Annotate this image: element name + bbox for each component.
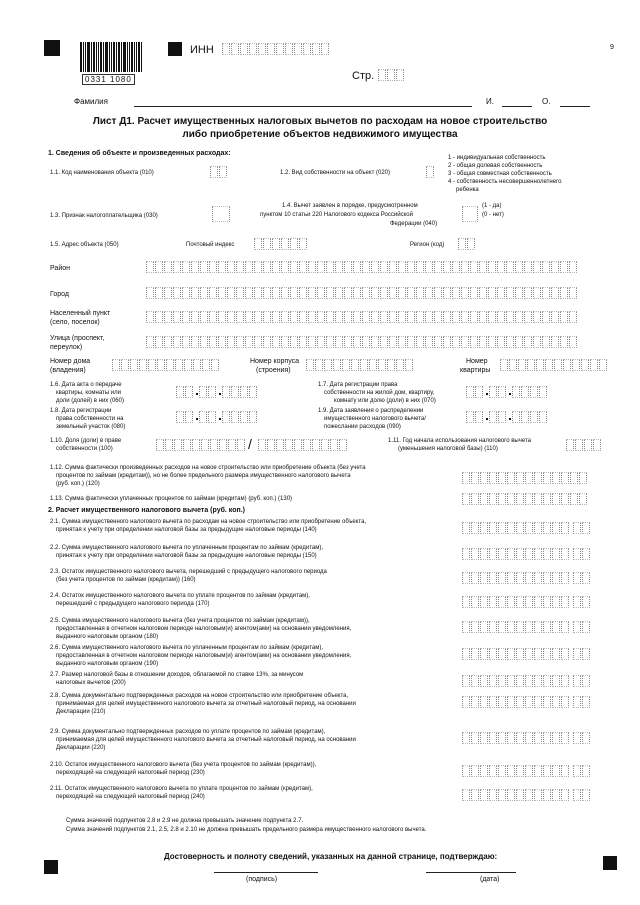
ownership-option-2: 2 - общая долевая собственность <box>448 163 543 169</box>
date-field[interactable] <box>426 872 516 873</box>
street-label-line2: переулок) <box>50 344 83 351</box>
field-1-10-line1: 1.10. Доля (доли) в праве <box>50 438 122 444</box>
inn-cells[interactable] <box>222 43 330 55</box>
inn-label: ИНН <box>190 44 214 56</box>
signature-caption: (подпись) <box>246 876 278 883</box>
field-1-8-sep-2 <box>219 418 221 420</box>
section2-item-9-line2: принимаемая для целей имущественного налогового вычета за отчетный налоговый период, на основании <box>56 737 356 743</box>
field-1-12-line3: (руб. коп.) (120) <box>56 481 100 487</box>
postal-index-label: Почтовый индекс <box>186 242 235 248</box>
field-1-1-label: 1.1. Код наименования объекта (010) <box>50 170 154 176</box>
city-cells[interactable] <box>146 287 578 299</box>
date-caption: (дата) <box>480 876 500 883</box>
field-1-4-cells[interactable] <box>462 206 479 222</box>
section2-item-7-line1: 2.7. Размер налоговой базы в отношении доходов, облагаемой по ставке 13%, за минусом <box>50 672 304 678</box>
field-1-12-cells[interactable] <box>462 472 588 484</box>
field-1-6-line2: квартиры, комнаты или <box>56 390 121 396</box>
settlement-label-line2: (село, поселок) <box>50 319 100 326</box>
field-1-10-line2: собственности (100) <box>56 446 113 452</box>
settlement-label-line1: Населенный пункт <box>50 310 111 317</box>
field-1-7-date[interactable] <box>466 386 548 398</box>
section2-item-9-line1: 2.9. Сумма документально подтвержденных расходов по уплате процентов по займам (кредитам), <box>50 729 326 735</box>
section2-item-9-cells[interactable] <box>462 732 591 744</box>
section2-item-4-line2: перешедший с предыдущего налогового периода (170) <box>56 601 210 607</box>
field-1-10-denominator[interactable] <box>258 439 348 451</box>
house-cells[interactable] <box>112 359 220 371</box>
ownership-option-4-cont: ребенка <box>456 187 479 193</box>
ownership-option-1: 1 - индивидуальная собственность <box>448 155 546 161</box>
page-label: Стр. <box>352 70 375 82</box>
corner-marker-top-right <box>168 42 182 56</box>
section2-item-8-line3: Декларации (210) <box>56 709 106 715</box>
field-1-13-label: 1.13. Сумма фактически уплаченных процентов по займам (кредитам) (руб. коп.) (130) <box>50 496 293 502</box>
name-initial-field[interactable] <box>502 106 532 107</box>
signature-field[interactable] <box>214 872 318 873</box>
apartment-cells[interactable] <box>500 359 608 371</box>
field-1-11-line1: 1.11. Год начала использования налогового вычета <box>388 438 532 444</box>
field-1-9-sep-1 <box>486 418 488 420</box>
field-1-4-line1: 1.4. Вычет заявлен в порядке, предусмотренном <box>282 203 418 209</box>
section2-heading: 2. Расчет имущественного налогового вычета (руб. коп.) <box>48 507 245 514</box>
house-label-line1: Номер дома <box>50 358 91 365</box>
section2-item-2-line1: 2.2. Сумма имущественного налогового вычета по уплаченным процентам по займам (кредитам), <box>50 545 324 551</box>
field-1-6-line3: доли (долей) в них (060) <box>56 398 124 404</box>
field-1-12-line1: 1.12. Сумма фактически произведенных расходов на новое строительство или приобретение объекта (без учета <box>50 465 366 471</box>
field-1-2-label: 1.2. Вид собственности на объект (020) <box>280 170 390 176</box>
section2-item-6-line1: 2.6. Сумма имущественного налогового вычета по уплаченным процентам по займам (кредитам), <box>50 645 324 651</box>
house-label-line2: (владения) <box>50 367 86 374</box>
field-1-11-cells[interactable] <box>566 439 602 451</box>
settlement-cells[interactable] <box>146 311 578 323</box>
corner-marker-top-left <box>44 40 60 56</box>
field-1-6-sep-1 <box>196 393 198 395</box>
section2-item-5-cells[interactable] <box>462 621 591 633</box>
field-1-4-line2: пунктом 10 статьи 220 Налогового кодекса Российской <box>260 212 413 218</box>
page-title-line2: либо приобретение объектов недвижимого имущества <box>182 129 458 140</box>
fraction-slash: / <box>248 436 252 452</box>
district-cells[interactable] <box>146 261 578 273</box>
field-1-13-cells[interactable] <box>462 493 588 505</box>
no-option: (0 - нет) <box>482 212 504 218</box>
field-1-7-line2: собственности на жилой дом, квартиру, <box>324 390 435 396</box>
section2-item-6-cells[interactable] <box>462 648 591 660</box>
field-1-7-sep-2 <box>509 393 511 395</box>
section2-item-4-cells[interactable] <box>462 596 591 608</box>
field-1-7-line3: комнату или долю (доли) в них (070) <box>334 398 436 404</box>
field-1-7-sep-1 <box>486 393 488 395</box>
note-1: Сумма значений подпунктов 2.8 и 2.9 не должна превышать значение подпункта 2.7. <box>66 818 304 824</box>
section2-item-11-cells[interactable] <box>462 789 591 801</box>
surname-field[interactable] <box>134 106 472 107</box>
section2-item-10-cells[interactable] <box>462 765 591 777</box>
field-1-9-date[interactable] <box>466 411 548 423</box>
section2-item-1-line1: 2.1. Сумма имущественного налогового вычета по расходам на новое строительство или приобретение объекта, <box>50 519 367 525</box>
field-1-12-line2: процентов по займам (кредитам)), но не более предельного размера имущественного налогового вычета <box>56 473 351 479</box>
section2-item-5-line1: 2.5. Сумма имущественного налогового вычета (без учета процентов по займам (кредитам)), <box>50 618 310 624</box>
field-1-6-sep-2 <box>219 393 221 395</box>
field-1-1-cells[interactable] <box>210 166 228 178</box>
patronymic-initial-label: О. <box>542 97 551 106</box>
field-1-9-line2: имущественного налогового вычета/ <box>324 416 426 422</box>
page-number: 9 <box>610 44 614 51</box>
field-1-8-sep-1 <box>196 418 198 420</box>
field-1-11-line2: (уменьшения налоговой базы) (110) <box>398 446 498 452</box>
postal-index-cells[interactable] <box>254 238 308 250</box>
note-2: Сумма значений подпунктов 2.1, 2.5, 2.8 и 2.10 не должна превышать предельного размера имущественного налогового вычета. <box>66 827 427 833</box>
section2-item-9-line3: Декларации (220) <box>56 745 106 751</box>
field-1-5-label: 1.5. Адрес объекта (050) <box>50 242 119 248</box>
ownership-option-3: 3 - общая совместная собственность <box>448 171 552 177</box>
section2-item-1-line2: принятая к учету при определении налоговой базы за предыдущие налоговые периоды (140) <box>56 527 317 533</box>
section2-item-5-line2: предоставленная в отчетном налоговом периоде налоговым(и) агентом(ами) на основании уведомления, <box>56 626 352 632</box>
page-cells[interactable] <box>378 69 405 81</box>
field-1-8-line1: 1.8. Дата регистрации <box>50 408 112 414</box>
apartment-label-line2: квартиры <box>460 367 491 374</box>
field-1-3-label: 1.3. Признак налогоплательщика (030) <box>50 213 158 219</box>
field-1-9-line3: пожеслании расходов (090) <box>324 424 401 430</box>
section2-item-5-line3: выданного налоговым органом (180) <box>56 634 159 640</box>
section2-item-11-line1: 2.11. Остаток имущественного налогового вычета по уплате процентов по займам (кредитам), <box>50 786 313 792</box>
section2-item-3-line1: 2.3. Остаток имущественного налогового вычета, перешедший с предыдущего налогового периода <box>50 569 327 575</box>
building-label-line1: Номер корпуса <box>250 358 300 365</box>
barcode-number: 0331 1080 <box>82 74 135 85</box>
section2-item-1-cells[interactable] <box>462 522 591 534</box>
field-1-8-line3: земельный участок (080) <box>56 424 126 430</box>
section1-heading: 1. Сведения об объекте и произведенных расходах: <box>48 150 231 157</box>
page-title-line1: Лист Д1. Расчет имущественных налоговых вычетов по расходам на новое строительство <box>92 116 548 127</box>
section2-item-6-line3: выданного налоговым органом (190) <box>56 661 159 667</box>
yes-option: (1 - да) <box>482 203 502 209</box>
apartment-label-line1: Номер <box>466 358 488 365</box>
field-1-9-sep-2 <box>509 418 511 420</box>
region-label: Регион (код) <box>410 242 445 248</box>
section2-item-10-line1: 2.10. Остаток имущественного налогового вычета (без учета процентов по займам (кредитам)), <box>50 762 317 768</box>
field-1-2-cells[interactable] <box>426 166 435 178</box>
street-label-line1: Улица (проспект, <box>50 335 105 342</box>
section2-item-8-line1: 2.8. Сумма документально подтвержденных расходов на новое строительство или приобретение объекта, <box>50 693 349 699</box>
section2-item-3-cells[interactable] <box>462 572 591 584</box>
section2-item-2-line2: принятая к учету при определении налоговой базы за предыдущие налоговые периоды (150) <box>56 553 317 559</box>
field-1-8-date[interactable] <box>176 411 258 423</box>
barcode <box>80 42 154 72</box>
section2-item-7-cells[interactable] <box>462 675 591 687</box>
field-1-10-numerator[interactable] <box>156 439 246 451</box>
surname-label: Фамилия <box>74 97 108 106</box>
building-label-line2: (строения) <box>256 367 291 374</box>
section2-item-6-line2: предоставленная в отчетном налоговом периоде налоговым(и) агентом(ами) на основании уведомления, <box>56 653 352 659</box>
section2-item-8-cells[interactable] <box>462 696 591 708</box>
field-1-8-line2: права собственности на <box>56 416 124 422</box>
field-1-7-line1: 1.7. Дата регистрации права <box>318 382 398 388</box>
section2-item-8-line2: принимаемая для целей имущественного налогового вычета за отчетный налоговый период, на основании <box>56 701 356 707</box>
section2-item-3-line2: (без учета процентов по займам (кредитам)) (160) <box>56 577 196 583</box>
section2-item-10-line2: переходящий на следующий налоговый период (230) <box>56 770 205 776</box>
certify-text: Достоверность и полноту сведений, указанных на данной странице, подтверждаю: <box>164 852 498 861</box>
field-1-9-line1: 1.9. Дата заявления о распределении <box>318 408 424 414</box>
section2-item-7-line2: налоговых вычетов (200) <box>56 680 126 686</box>
street-cells[interactable] <box>146 336 578 348</box>
ownership-option-4: 4 - собственность несовершеннолетнего <box>448 179 562 185</box>
corner-marker-bottom-right <box>603 856 617 870</box>
region-cells[interactable] <box>458 238 476 250</box>
section2-item-2-cells[interactable] <box>462 548 591 560</box>
section2-item-4-line1: 2.4. Остаток имущественного налогового вычета по уплате процентов по займам (кредитам), <box>50 593 310 599</box>
name-initial-label: И. <box>486 97 494 106</box>
patronymic-initial-field[interactable] <box>560 106 590 107</box>
corner-marker-bottom-left <box>44 860 58 874</box>
district-label: Район <box>50 265 70 272</box>
field-1-6-date[interactable] <box>176 386 258 398</box>
city-label: Город <box>50 291 69 298</box>
section2-item-11-line2: переходящий на следующий налоговый период (240) <box>56 794 205 800</box>
field-1-4-line3: Федерации (040) <box>390 221 438 227</box>
field-1-6-line1: 1.6. Дата акта о передаче <box>50 382 122 388</box>
field-1-3-cells[interactable] <box>212 206 231 222</box>
building-cells[interactable] <box>306 359 414 371</box>
